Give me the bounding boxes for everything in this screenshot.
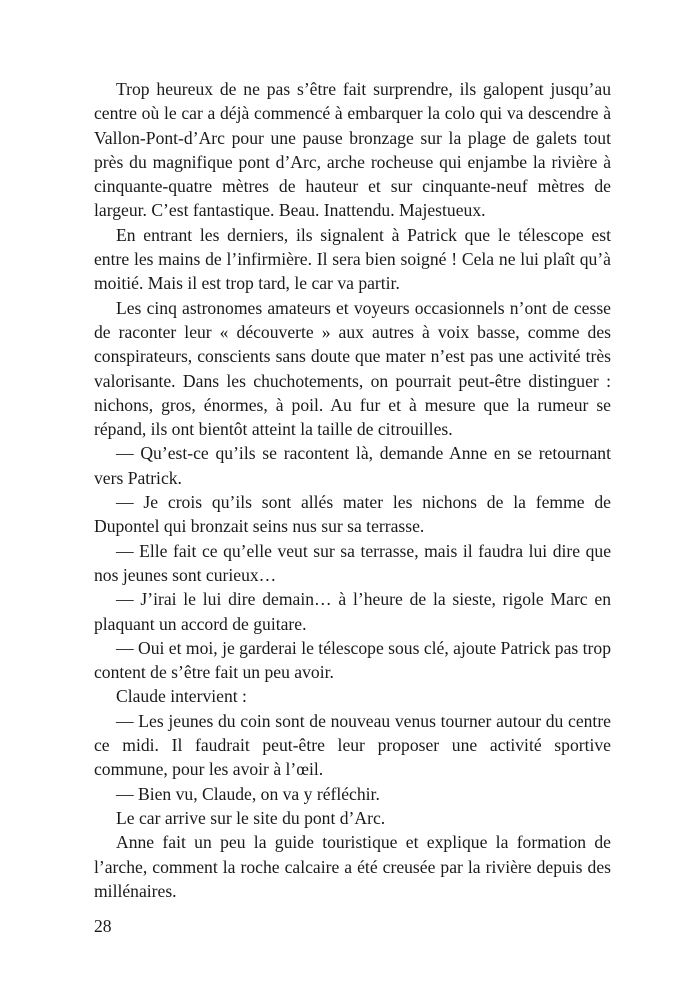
dialogue-line: — Oui et moi, je garderai le télescope sous clé, ajoute Patrick pas trop content de s’être fait un peu avoir.	[94, 637, 611, 683]
paragraph: Le car arrive sur le site du pont d’Arc.	[116, 807, 386, 828]
page-number: 28	[94, 916, 112, 936]
paragraph: Anne fait un peu la guide touristique et explique la formation de l’arche, comment la roche calcaire a été creusée par la rivière depuis des millénaires.	[94, 832, 611, 901]
paragraph: Les cinq astronomes amateurs et voyeurs occasionnels n’ont de cesse de raconter leur « découverte » aux autres à voix basse, comme des conspirateurs, conscients sans doute que mater n’est pas une activité très valorisante. Dans les chuchotements, on pourrait peut-être distinguer : nichons, gros, énormes, à poil. Au fur et à mesure que la rumeur se répand, ils ont bientôt atteint la taille de citrouilles.	[94, 297, 611, 440]
dialogue-line: — Les jeunes du coin sont de nouveau venus tourner autour du centre ce midi. Il faudrait peut-être leur proposer une activité sportive commune, pour les avoir à l’œil.	[94, 710, 611, 780]
dialogue-line: — Elle fait ce qu’elle veut sur sa terrasse, mais il faudra lui dire que nos jeunes sont curieux…	[94, 540, 611, 585]
dialogue-line: — Qu’est-ce qu’ils se racontent là, demande Anne en se retournant vers Patrick.	[94, 443, 611, 488]
paragraph: Trop heureux de ne pas s’être fait surprendre, ils galopent jusqu’au centre où le car a déjà commencé à embarquer la colo qui va descendre à Vallon-Pont-d’Arc pour une pause bronzage sur la plage de galets tout près du magnifique pont d’Arc, arche rocheuse qui enjambe la rivière à cinquante-quatre mètres de hauteur et sur cinquante-neuf mètres de largeur. C’est fantastique. Beau. Inattendu. Majestueux.	[94, 79, 611, 221]
page-body	[94, 77, 611, 903]
dialogue-line: — Je crois qu’ils sont allés mater les nichons de la femme de Dupontel qui bronzait seins nus sur sa terrasse.	[94, 492, 611, 537]
paragraph: Claude intervient :	[116, 686, 247, 707]
dialogue-line: — J’irai le lui dire demain… à l’heure de la sieste, rigole Marc en plaquant un accord de guitare.	[94, 589, 611, 634]
dialogue-line: — Bien vu, Claude, on va y réfléchir.	[116, 783, 380, 804]
paragraph: En entrant les derniers, ils signalent à Patrick que le télescope est entre les mains de l’infirmière. Il sera bien soigné ! Cela ne lui plaît qu’à moitié. Mais il est trop tard, le car va partir.	[94, 224, 611, 294]
